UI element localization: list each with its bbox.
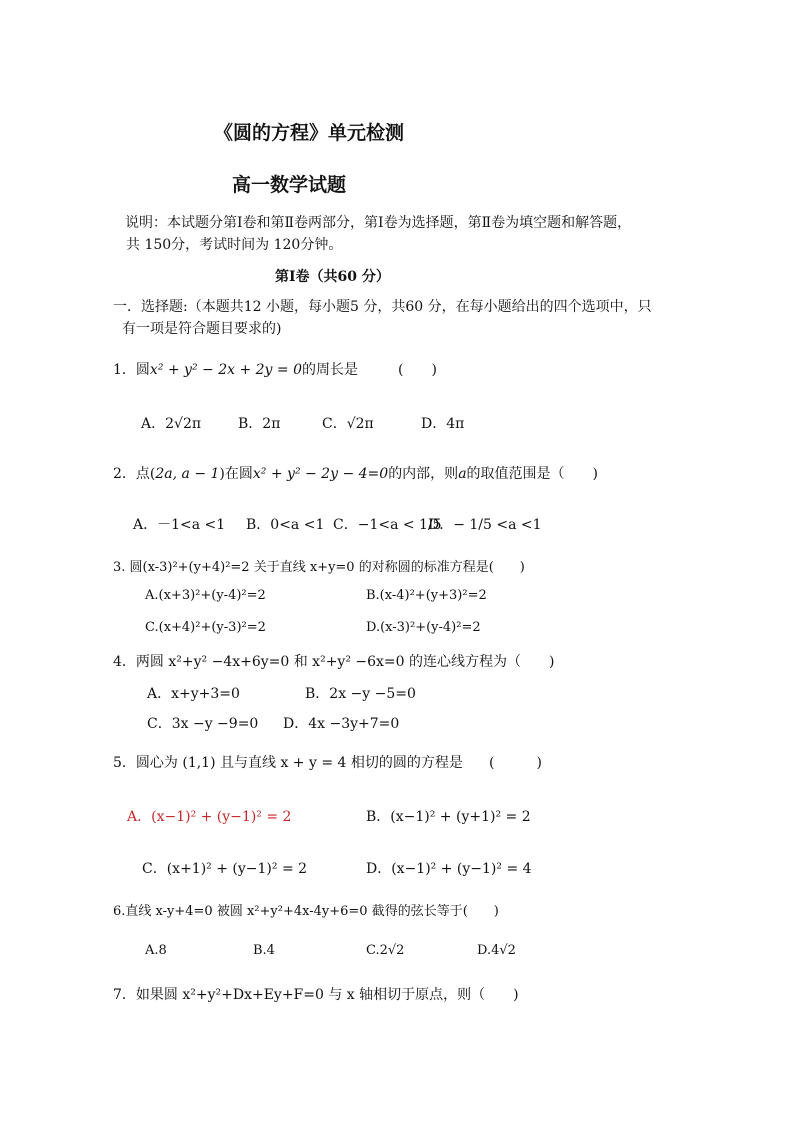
q1-option-b: B．2π xyxy=(238,416,281,432)
q5-answer-bracket: ( ) xyxy=(489,755,542,771)
q4-option-b: B．2x −y −5=0 xyxy=(305,686,416,702)
q2-suffix-2: 的取值范围是（ ) xyxy=(466,466,599,482)
q2-option-b: B．0<a <1 xyxy=(246,517,325,533)
q2-mid: )在圆 xyxy=(219,466,253,482)
q5-option-d: D．(x−1)² + (y−1)² = 4 xyxy=(366,861,532,877)
q6-option-c: C.2√2 xyxy=(366,943,405,958)
q1-answer-bracket: ( ) xyxy=(398,362,437,378)
q2-option-a: A．－1<a <1 xyxy=(133,517,226,533)
instructions-line-2: 共 150分，考试时间为 120分钟。 xyxy=(126,237,343,253)
q6-option-a: A.8 xyxy=(145,943,167,958)
question-3-stem: 3. 圆(x-3)²+(y+4)²=2 关于直线 x+y=0 的对称圆的标准方程是( ) xyxy=(113,560,525,575)
q2-equation: x² + y² − 2y − 4=0 xyxy=(252,466,389,482)
page-subtitle: 高一数学试题 xyxy=(232,174,347,196)
q1-option-d: D．4π xyxy=(421,416,465,432)
q1-option-a: A．2√2π xyxy=(141,416,202,432)
q4-option-d: D．4x −3y+7=0 xyxy=(283,716,400,732)
question-5-stem: 5．圆心为 (1,1) 且与直线 x + y = 4 相切的圆的方程是 xyxy=(113,755,463,771)
part-instruction-line-1: 一．选择题:（本题共12 小题，每小题5 分，共60 分，在每小题给出的四个选项中，只 xyxy=(113,299,652,315)
q6-option-b: B.4 xyxy=(253,943,275,958)
q3-option-d: D.(x-3)²+(y-4)²=2 xyxy=(366,620,481,635)
q1-equation: x² + y² − 2x + 2y = 0 xyxy=(149,362,303,378)
q1-option-c: C．√2π xyxy=(322,416,374,432)
part-instruction-line-2: 有一项是符合题目要求的) xyxy=(122,321,282,337)
q2-variable: a xyxy=(458,466,467,482)
q2-suffix: 的内部，则 xyxy=(388,466,459,482)
q1-prefix: 1．圆 xyxy=(113,362,150,378)
q6-option-d: D.4√2 xyxy=(477,943,516,958)
question-2-stem xyxy=(113,463,598,483)
q2-option-d: D．− 1/5 <a <1 xyxy=(428,517,542,533)
q5-option-a: A．(x−1)² + (y−1)² = 2 xyxy=(127,809,292,825)
q2-prefix: 2．点( xyxy=(113,466,156,482)
question-7-stem: 7．如果圆 x²+y²+Dx+Ey+F=0 与 x 轴相切于原点，则（ ) xyxy=(113,987,519,1003)
q4-option-a: A．x+y+3=0 xyxy=(147,686,240,702)
q4-option-c: C．3x −y −9=0 xyxy=(147,716,259,732)
page-title: 《圆的方程》单元检测 xyxy=(214,122,405,144)
q2-option-c: C．−1<a < 1/5 xyxy=(333,517,442,533)
q3-option-c: C.(x+4)²+(y-3)²=2 xyxy=(145,620,266,635)
question-6-stem: 6.直线 x-y+4=0 被圆 x²+y²+4x-4y+6=0 截得的弦长等于( ) xyxy=(113,904,499,919)
q5-option-c: C．(x+1)² + (y−1)² = 2 xyxy=(142,861,308,877)
q3-option-b: B.(x-4)²+(y+3)²=2 xyxy=(366,588,487,603)
q2-point: 2a, a − 1 xyxy=(155,466,220,482)
q5-option-b: B．(x−1)² + (y+1)² = 2 xyxy=(366,809,531,825)
question-4-stem: 4．两圆 x²+y² −4x+6y=0 和 x²+y² −6x=0 的连心线方程为（ ) xyxy=(113,654,555,670)
instructions-line-1: 说明：本试题分第Ⅰ卷和第Ⅱ卷两部分，第Ⅰ卷为选择题，第Ⅱ卷为填空题和解答题， xyxy=(125,215,632,231)
q1-suffix: 的周长是 xyxy=(302,362,359,378)
question-1-stem xyxy=(113,359,358,379)
section-heading: 第Ⅰ卷（共60 分） xyxy=(275,269,390,285)
q3-option-a: A.(x+3)²+(y-4)²=2 xyxy=(145,588,266,603)
